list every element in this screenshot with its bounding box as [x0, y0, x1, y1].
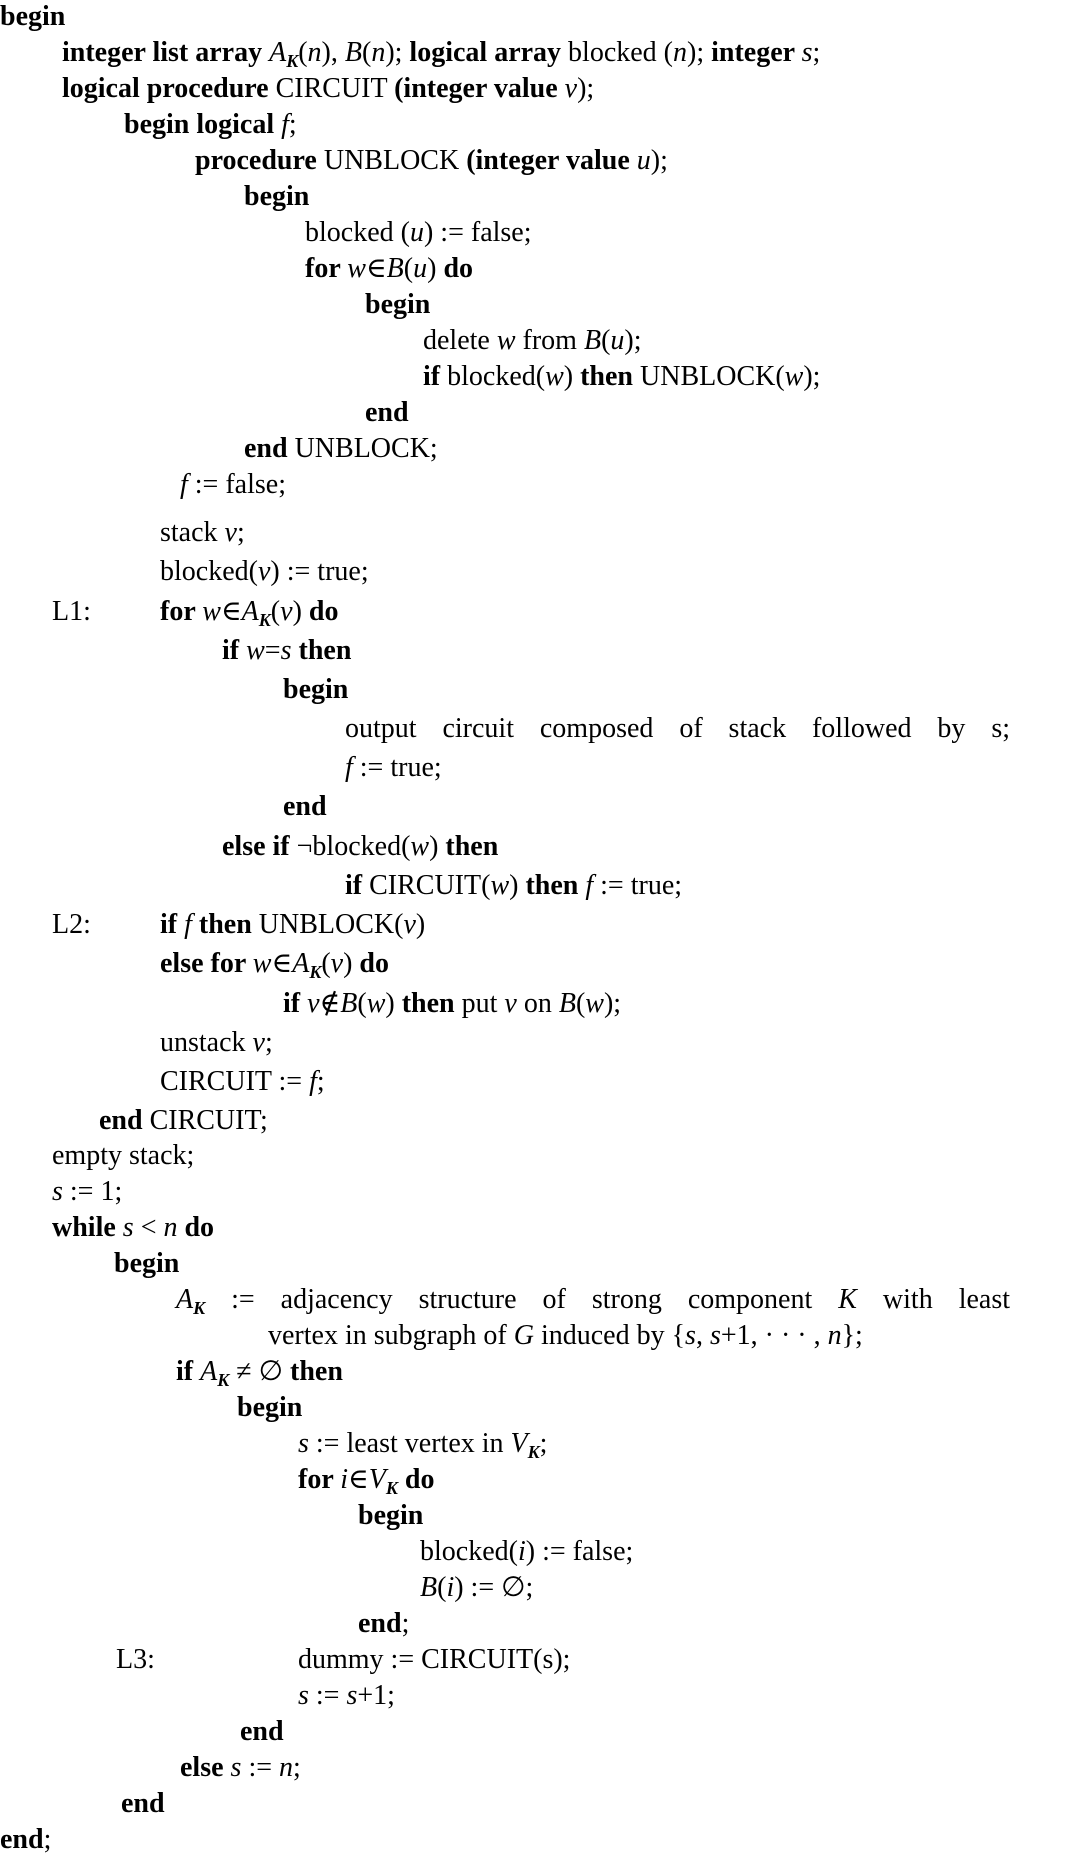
code-text: delete — [423, 325, 497, 356]
variable: v — [257, 556, 271, 587]
code-text: dummy := CIRCUIT(s); — [298, 1644, 571, 1675]
code-line — [298, 1643, 570, 1679]
variable: n — [279, 1752, 294, 1783]
keyword: begin — [244, 181, 310, 212]
variable: V — [368, 1464, 386, 1495]
code-text: blocked ( — [305, 217, 410, 248]
keyword: end — [358, 1608, 402, 1639]
variable: w — [347, 253, 366, 284]
variable: f — [180, 469, 188, 500]
code-line — [305, 216, 532, 252]
code-text: vertex in subgraph of — [268, 1320, 514, 1351]
code-text: ); — [687, 37, 712, 68]
code-line — [358, 1607, 409, 1643]
keyword: begin — [114, 1248, 180, 1279]
code-text: ( — [403, 253, 414, 284]
variable: w — [410, 831, 430, 862]
code-line — [176, 1355, 343, 1391]
keyword: begin — [237, 1392, 303, 1423]
keyword: end — [99, 1105, 150, 1136]
code-text: ( — [361, 37, 372, 68]
variable: n — [673, 37, 688, 68]
variable: u — [409, 217, 424, 248]
variable: v — [504, 988, 517, 1019]
code-line — [99, 1104, 268, 1140]
code-text: := false; — [187, 469, 286, 500]
code-line — [195, 144, 668, 180]
code-text: ); — [803, 361, 821, 392]
variable: K — [838, 1284, 857, 1315]
code-line — [365, 396, 409, 432]
code-line — [358, 1499, 423, 1535]
variable: B — [340, 988, 358, 1019]
code-line — [244, 180, 309, 216]
keyword: then — [445, 831, 499, 862]
code-line — [160, 1065, 325, 1101]
keyword: if — [176, 1356, 201, 1387]
variable: n — [371, 37, 386, 68]
variable: v — [224, 517, 237, 548]
code-line — [160, 947, 389, 983]
subscript: K — [309, 962, 322, 982]
code-text: blocked ( — [568, 37, 674, 68]
keyword: do — [308, 596, 339, 627]
variable: w — [496, 325, 516, 356]
code-text: ; — [264, 1027, 273, 1058]
code-text: output circuit composed of stack followed by s; — [345, 713, 1010, 744]
code-line — [420, 1571, 533, 1607]
keyword: end — [121, 1788, 165, 1819]
keyword: if — [345, 870, 370, 901]
code-line — [160, 908, 425, 944]
keyword: else for — [160, 948, 253, 979]
code-text: ; — [401, 1608, 410, 1639]
code-text: CIRCUIT( — [369, 870, 491, 901]
code-text: ) — [509, 870, 526, 901]
code-text: blocked( — [420, 1536, 518, 1567]
keyword: end — [0, 1824, 44, 1855]
code-line — [176, 1283, 1010, 1319]
code-text: ) — [385, 988, 402, 1019]
code-text: ; — [288, 109, 297, 140]
subscript: K — [217, 1370, 230, 1390]
code-text: unstack — [160, 1027, 253, 1058]
code-line — [305, 252, 473, 288]
code-line — [62, 72, 594, 108]
code-line — [345, 712, 1010, 748]
code-line — [52, 1211, 214, 1247]
code-text: ), — [321, 37, 345, 68]
code-text: ∈ — [220, 596, 242, 627]
code-line — [114, 1247, 179, 1283]
subscript: K — [193, 1298, 206, 1318]
code-text: ) := false; — [423, 217, 532, 248]
keyword: else if — [222, 831, 297, 862]
code-text: ); — [650, 145, 668, 176]
code-text: ; — [293, 1752, 301, 1783]
code-line — [345, 869, 682, 905]
code-text: ≠ ∅ — [229, 1356, 290, 1387]
code-text: ∈ — [348, 1464, 369, 1495]
variable: w — [585, 988, 604, 1019]
keyword: end — [240, 1716, 284, 1747]
code-line — [160, 555, 369, 591]
keyword: for — [160, 596, 203, 627]
variable: v — [564, 73, 578, 104]
variable: A — [269, 37, 287, 68]
variable: s — [685, 1320, 696, 1351]
keyword: integer — [711, 37, 802, 68]
code-text: +1; — [357, 1680, 395, 1711]
variable: i — [446, 1572, 455, 1603]
code-text: ; — [43, 1824, 52, 1855]
code-text: := — [308, 1680, 347, 1711]
code-line — [345, 751, 442, 787]
variable: f — [309, 1066, 317, 1097]
keyword: (integer value — [466, 145, 637, 176]
code-text: ) — [292, 596, 309, 627]
variable: i — [340, 1464, 349, 1495]
keyword: for — [305, 253, 348, 284]
code-text: ) := false; — [525, 1536, 634, 1567]
keyword: else — [180, 1752, 231, 1783]
code-line — [423, 324, 642, 360]
keyword: then — [290, 1356, 343, 1387]
line-label-l3: L3: — [116, 1644, 155, 1675]
code-text: := true; — [352, 752, 442, 783]
variable: f — [345, 752, 353, 783]
subscript: K — [286, 51, 299, 71]
code-text: ( — [437, 1572, 447, 1603]
code-text: ( — [321, 948, 331, 979]
line-label-l1: L1: — [52, 596, 91, 627]
code-text: ∈ — [365, 253, 387, 284]
code-text: ) — [343, 948, 360, 979]
subscript: K — [527, 1442, 540, 1462]
variable: w — [246, 635, 265, 666]
variable: v — [330, 948, 344, 979]
code-line — [298, 1427, 547, 1463]
code-text: := true; — [593, 870, 683, 901]
code-line — [0, 0, 65, 36]
variable: s — [280, 635, 292, 666]
keyword: end — [365, 397, 409, 428]
code-line — [365, 288, 430, 324]
code-line — [298, 1679, 395, 1715]
code-line — [423, 360, 820, 396]
code-line — [124, 108, 297, 144]
code-line — [180, 468, 286, 504]
keyword: do — [359, 948, 389, 979]
code-text: ) := true; — [270, 556, 369, 587]
keyword: end — [283, 791, 327, 822]
variable: f — [184, 909, 192, 940]
code-text: ( — [575, 988, 586, 1019]
keyword: if — [283, 988, 308, 1019]
variable: w — [252, 948, 272, 979]
code-line — [298, 1463, 434, 1499]
code-line — [160, 595, 338, 631]
variable: B — [344, 37, 362, 68]
variable: A — [200, 1356, 218, 1387]
variable: f — [585, 870, 594, 901]
code-text: induced by { — [533, 1320, 686, 1351]
variable: A — [241, 596, 259, 627]
code-text: ( — [601, 325, 611, 356]
code-line — [222, 634, 351, 670]
keyword: begin — [358, 1500, 424, 1531]
variable: s — [230, 1752, 242, 1783]
keyword: if — [222, 635, 247, 666]
code-text: with least — [856, 1284, 1011, 1315]
code-line — [62, 36, 820, 72]
code-text: ); — [603, 988, 622, 1019]
code-line — [121, 1787, 165, 1823]
keyword: begin — [365, 289, 431, 320]
variable: B — [420, 1572, 438, 1603]
variable: s — [52, 1176, 63, 1207]
keyword: end — [244, 433, 295, 464]
variable: B — [386, 253, 404, 284]
code-text: ( — [298, 37, 308, 68]
keyword: begin logical — [124, 109, 282, 140]
code-text: put — [461, 988, 505, 1019]
code-text: ) := ∅; — [454, 1572, 534, 1603]
variable: n — [307, 37, 322, 68]
variable: f — [281, 109, 289, 140]
code-text: UNBLOCK; — [294, 433, 438, 464]
keyword: begin — [283, 674, 349, 705]
code-text: on — [516, 988, 559, 1019]
line-label-l2: L2: — [52, 909, 91, 940]
keyword: then — [191, 909, 259, 940]
code-text: ; — [539, 1428, 548, 1459]
keyword: then — [291, 635, 352, 666]
keyword: logical array — [409, 37, 569, 68]
variable: B — [583, 325, 602, 356]
code-line — [244, 432, 438, 468]
code-text: blocked( — [447, 361, 546, 392]
keyword: then — [580, 361, 640, 392]
variable: u — [610, 325, 625, 356]
code-line — [160, 1026, 273, 1062]
code-line — [52, 1139, 194, 1175]
variable: w — [490, 870, 510, 901]
variable: w — [545, 361, 564, 392]
code-text: ) — [429, 831, 446, 862]
code-text: from — [515, 325, 584, 356]
code-line — [283, 987, 621, 1023]
variable: B — [558, 988, 576, 1019]
code-text: UNBLOCK( — [258, 909, 404, 940]
keyword: procedure — [195, 145, 324, 176]
code-line — [240, 1715, 284, 1751]
code-text: ); — [385, 37, 410, 68]
variable: w — [202, 596, 221, 627]
keyword: do — [177, 1212, 215, 1243]
code-line — [160, 516, 245, 552]
code-text: ; — [812, 37, 821, 68]
keyword: (integer value — [394, 73, 565, 104]
variable: n — [827, 1320, 842, 1351]
keyword: do — [443, 253, 474, 284]
code-text: < — [133, 1212, 164, 1243]
variable: s — [801, 37, 813, 68]
variable: n — [163, 1212, 178, 1243]
code-line — [283, 790, 327, 826]
code-text: CIRCUIT — [275, 73, 395, 104]
code-text: UNBLOCK — [323, 145, 467, 176]
code-text: CIRCUIT; — [149, 1105, 268, 1136]
code-text: = — [264, 635, 281, 666]
keyword: for — [298, 1464, 341, 1495]
variable: G — [513, 1320, 534, 1351]
keyword: then — [401, 988, 462, 1019]
variable: u — [413, 253, 428, 284]
code-text: ); — [577, 73, 595, 104]
variable: A — [176, 1284, 194, 1315]
code-text: ¬blocked( — [296, 831, 411, 862]
variable: v — [307, 988, 320, 1019]
keyword: integer list array — [62, 37, 270, 68]
variable: s — [709, 1320, 721, 1351]
variable: v — [403, 909, 416, 940]
code-line — [237, 1391, 302, 1427]
code-text: }; — [841, 1320, 863, 1351]
code-text: ) — [427, 253, 444, 284]
code-text: ( — [270, 596, 281, 627]
variable: v — [252, 1027, 265, 1058]
keyword: while — [52, 1212, 123, 1243]
variable: V — [510, 1428, 528, 1459]
code-text: ; — [316, 1066, 325, 1097]
code-line — [222, 830, 498, 866]
keyword: if — [423, 361, 448, 392]
variable: s — [122, 1212, 134, 1243]
subscript: K — [385, 1478, 398, 1498]
code-text: := 1; — [62, 1176, 123, 1207]
keyword: logical procedure — [62, 73, 276, 104]
code-text: , — [695, 1320, 710, 1351]
variable: u — [636, 145, 651, 176]
code-text: UNBLOCK( — [640, 361, 785, 392]
variable: s — [298, 1428, 309, 1459]
code-text: ) — [415, 909, 426, 940]
variable: A — [292, 948, 310, 979]
code-text: CIRCUIT := — [160, 1066, 310, 1097]
subscript: K — [258, 610, 271, 630]
code-text: ∈ — [271, 948, 293, 979]
code-text: blocked( — [160, 556, 258, 587]
code-text: stack — [160, 517, 225, 548]
code-line — [283, 673, 348, 709]
variable: s — [346, 1680, 358, 1711]
keyword: if — [160, 909, 185, 940]
code-line — [52, 1175, 122, 1211]
keyword: do — [397, 1464, 435, 1495]
code-text: empty stack; — [52, 1140, 195, 1171]
variable: w — [784, 361, 804, 392]
variable: i — [517, 1536, 526, 1567]
code-text: := adjacency structure of strong component — [205, 1284, 839, 1315]
code-text: ( — [357, 988, 367, 1019]
variable: s — [298, 1680, 309, 1711]
variable: v — [280, 596, 293, 627]
code-line — [268, 1319, 863, 1355]
code-text: ) — [563, 361, 581, 392]
code-line — [420, 1535, 633, 1571]
keyword: begin — [0, 1, 66, 32]
code-line — [180, 1751, 301, 1787]
variable: w — [366, 988, 386, 1019]
code-text: := — [241, 1752, 280, 1783]
code-text: ∉ — [319, 988, 341, 1019]
code-text: ); — [624, 325, 642, 356]
code-text: +1, · · · , — [720, 1320, 828, 1351]
keyword: then — [525, 870, 586, 901]
code-text: ; — [236, 517, 245, 548]
code-text: := least vertex in — [308, 1428, 511, 1459]
